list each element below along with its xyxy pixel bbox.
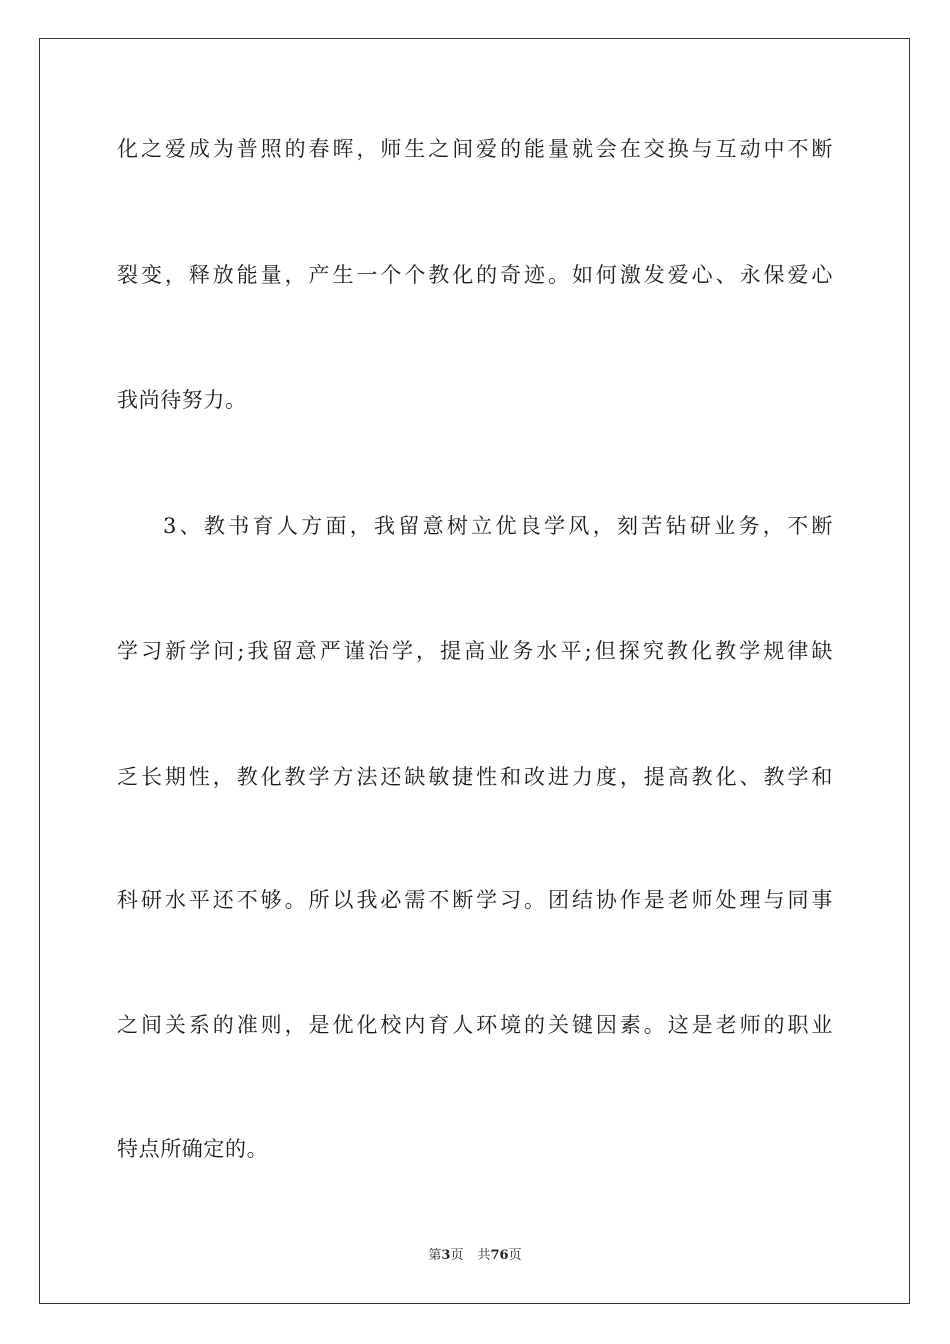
- total-pages-prefix: 共: [477, 1248, 491, 1263]
- body-text-line: 裂变，释放能量，产生一个个教化的奇迹。如何激发爱心、永保爱心: [117, 263, 833, 287]
- body-text-line: 学习新学问;我留意严谨治学，提高业务水平;但探究教化教学规律缺: [117, 639, 833, 663]
- total-pages-suffix: 页: [508, 1248, 522, 1263]
- body-text-line: 我尚待努力。: [117, 388, 247, 412]
- body-text-line: 之间关系的准则，是优化校内育人环境的关键因素。这是老师的职业: [117, 1013, 833, 1037]
- body-text-line-indented: 3、教书育人方面，我留意树立优良学风，刻苦钻研业务，不断: [163, 514, 833, 538]
- page-number-prefix: 第: [428, 1248, 442, 1263]
- body-text-line: 化之爱成为普照的春晖，师生之间爱的能量就会在交换与互动中不断: [117, 137, 833, 161]
- page-number-suffix: 页: [450, 1248, 464, 1263]
- body-text-line: 科研水平还不够。所以我必需不断学习。团结协作是老师处理与同事: [117, 888, 833, 912]
- total-pages: 76: [490, 1248, 509, 1263]
- page-border: [39, 38, 910, 1304]
- page-number: 3: [441, 1248, 451, 1263]
- page-footer: [0, 1246, 950, 1266]
- body-text-line: 乏长期性，教化教学方法还缺敏捷性和改进力度，提高教化、教学和: [117, 765, 833, 789]
- body-text-line: 特点所确定的。: [117, 1137, 269, 1161]
